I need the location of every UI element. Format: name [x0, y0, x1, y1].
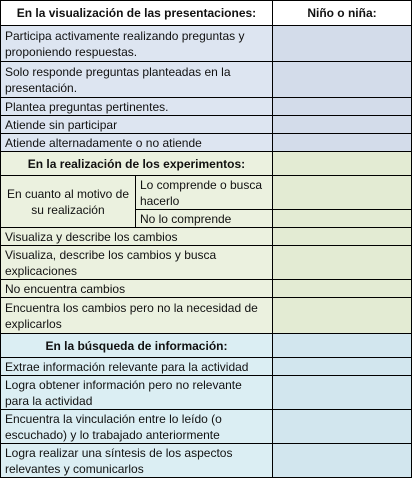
motive-label: En cuanto al motivo de su realización [1, 176, 136, 228]
answer-cell[interactable] [272, 152, 411, 176]
criterion-label: Atiende alternadamente o no atiende [1, 134, 273, 152]
answer-cell[interactable] [272, 444, 411, 478]
table-row [1, 298, 412, 334]
answer-cell[interactable] [272, 410, 411, 444]
criterion-label: Plantea preguntas pertinentes. [1, 98, 273, 116]
section-header-row [1, 152, 412, 176]
criterion-label: Encuentra los cambios pero no la necesidad de explicarlos [1, 298, 273, 334]
criterion-label: Logra realizar una síntesis de los aspectos relevantes y comunicarlos [1, 444, 273, 478]
answer-cell[interactable] [272, 176, 411, 210]
answer-cell[interactable] [272, 62, 411, 98]
motive-option: Lo comprende o busca hacerlo [135, 176, 272, 210]
header-row [1, 1, 412, 26]
table-row [1, 410, 412, 444]
answer-cell[interactable] [272, 228, 411, 246]
criterion-label: No encuentra cambios [1, 280, 273, 298]
answer-cell[interactable] [272, 334, 411, 358]
answer-cell[interactable] [272, 134, 411, 152]
answer-cell[interactable] [272, 280, 411, 298]
table-row [1, 358, 412, 376]
table-row [1, 376, 412, 410]
answer-column-header: Niño o niña: [272, 1, 411, 26]
criterion-label: Visualiza y describe los cambios [1, 228, 273, 246]
motive-option: No lo comprende [135, 210, 272, 228]
table-row [1, 98, 412, 116]
section-header-row [1, 334, 412, 358]
section-title-information: En la búsqueda de información: [1, 334, 273, 358]
table-row [1, 134, 412, 152]
answer-cell[interactable] [272, 210, 411, 228]
answer-cell[interactable] [272, 98, 411, 116]
answer-cell[interactable] [272, 298, 411, 334]
answer-cell[interactable] [272, 358, 411, 376]
table-row [1, 246, 412, 280]
criterion-label: Encuentra la vinculación entre lo leído (o escuchado) y lo trabajado anteriormente [1, 410, 273, 444]
criterion-label: Logra obtener información pero no relevante para la actividad [1, 376, 273, 410]
table-row [1, 116, 412, 134]
criterion-label: Atiende sin participar [1, 116, 273, 134]
table-row [1, 176, 412, 210]
table-row [1, 228, 412, 246]
criterion-label: Participa activamente realizando preguntas y proponiendo respuestas. [1, 26, 273, 62]
table-row [1, 444, 412, 478]
table-row [1, 26, 412, 62]
answer-cell[interactable] [272, 26, 411, 62]
criterion-label: Visualiza, describe los cambios y busca explicaciones [1, 246, 273, 280]
answer-cell[interactable] [272, 246, 411, 280]
answer-cell[interactable] [272, 376, 411, 410]
table-row [1, 280, 412, 298]
criterion-label: Extrae información relevante para la actividad [1, 358, 273, 376]
criterion-label: Solo responde preguntas planteadas en la presentación. [1, 62, 273, 98]
section-title-presentations: En la visualización de las presentaciones: [1, 1, 273, 26]
answer-cell[interactable] [272, 116, 411, 134]
section-title-experiments: En la realización de los experimentos: [1, 152, 273, 176]
table-row [1, 62, 412, 98]
